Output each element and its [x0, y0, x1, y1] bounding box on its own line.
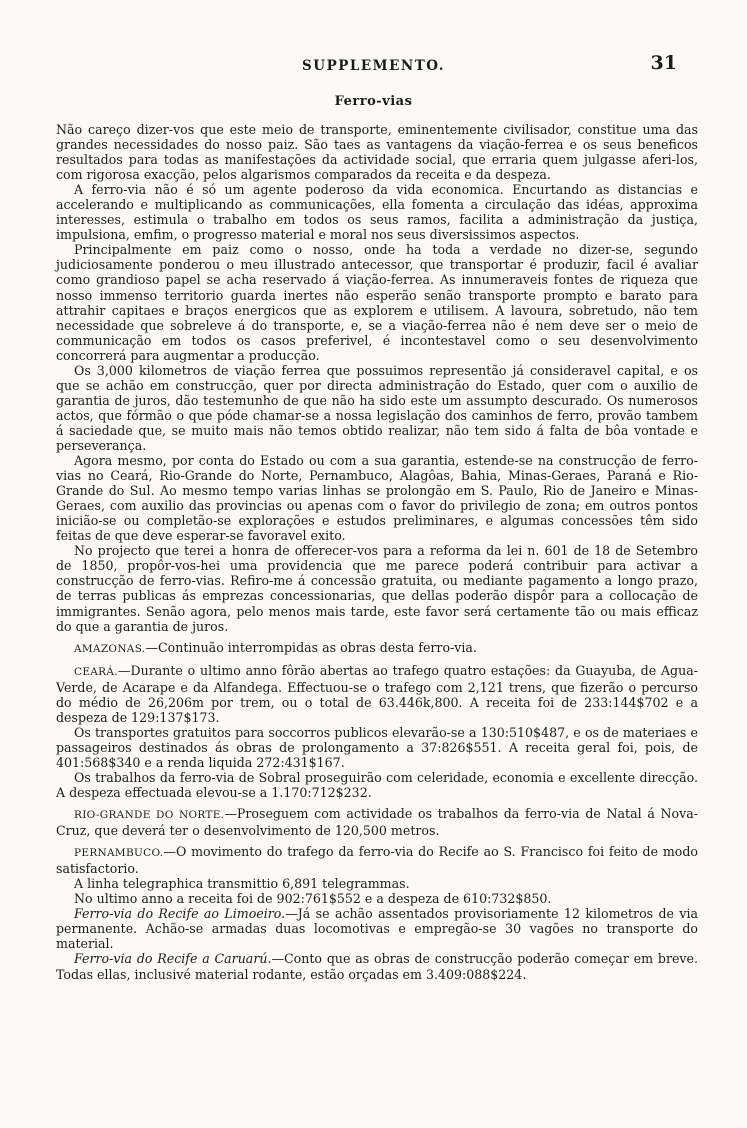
province-label: PERNAMBUCO.	[74, 847, 164, 860]
section-title: Ferro-vias	[334, 94, 413, 109]
paragraph: No ultimo anno a receita foi de 902:761$552 e a despeza de 610:732$850.	[74, 891, 552, 907]
paragraph: Não careço dizer-vos que este meio de transporte, eminentemente civilisador, constitue uma das grandes necessidades do nosso paiz. São taes as vantagens da viação-ferrea e os seus beneficos resultados para todas as manifestações da actividade social, que erraria quem julgasse aferi-los, com rigorosa exacção, pelos algarismos comparados da receita e da despeza.	[56, 122, 698, 183]
limoeiro-paragraph	[56, 906, 698, 951]
province-text: —Continuão interrompidas as obras desta ferro-via.	[145, 639, 477, 655]
rio-grande-paragraph	[56, 806, 698, 838]
province-label: RIO-GRANDE DO NORTE.	[74, 809, 225, 822]
subsection-label: Ferro-via do Recife ao Limoeiro.	[74, 906, 286, 922]
pernambuco-paragraph	[56, 844, 698, 876]
province-label: CEARÁ.	[74, 665, 118, 678]
running-head: SUPPLEMENTO.	[302, 58, 445, 74]
paragraph: Agora mesmo, por conta do Estado ou com a sua garantia, estende-se na construcção de ferro-vias no Ceará, Rio-Grande do Norte, Pernambuco, Alagôas, Bahia, Minas-Geraes, Paraná e Rio-Grande do Sul. Ao mesmo tempo varias linhas se prolongão em S. Paulo, Rio de Janeiro e Minas-Geraes, com auxilio das provincias ou apenas com o favor do privilegio de zona; em outros pontos inicião-se ou completão-se explorações e estudos preliminares, e algumas concessões têm sido feitas de que deve esperar-se favoravel exito.	[56, 453, 698, 544]
subsection-text: —Conto que as obras de construcção poderão começar em breve. Todas ellas, inclusivé material rodante, estão orçadas em 3.409:088$224.	[56, 951, 698, 982]
province-text: —Durante o ultimo anno fôrão abertas ao trafego quatro estações: da Guayuba, de Agua-Verde, de Acarape e da Alfandega. Effectuou-se o trafego com 2,121 trens, que fizerão o percurso do médio de 26,206m por trem, ou o total de 63.446k,800. A receita foi de 233:144$702 e a despeza de 129:137$173.	[56, 662, 698, 725]
paragraph: A ferro-via não é só um agente poderoso da vida economica. Encurtando as distancias e accelerando e multiplicando as communicações, ella fomenta a circulação das idéas, approxima interesses, estimula o trabalho em todos os seus ramos, facilita a administração da justiça, impulsiona, emfim, o progresso material e moral nos seus diversissimos aspectos.	[56, 182, 698, 243]
paragraph: Os transportes gratuitos para soccorros publicos elevarão-se a 130:510$487, e os de materiaes e passageiros destinados ás obras de prolongamento a 37:826$551. A receita geral foi, pois, de 401:568$340 e a renda liquida 272:431$167.	[56, 724, 698, 770]
province-text: —Proseguem com actividade os trabalhos da ferro-via de Natal á Nova-Cruz, que deverá ter o desenvolvimento de 120,500 metros.	[56, 806, 698, 839]
paragraph: Principalmente em paiz como o nosso, onde ha toda a verdade no dizer-se, segundo judiciosamente ponderou o meu illustrado antecessor, que transportar é produzir, facil é avaliar como grandioso papel se acha reservado á viação-ferrea. As innumeraveis fontes de riqueza que nosso immenso territorio guarda inertes não esperão senão transporte prompto e barato para attrahir capitaes e braços energicos que as explorem e utilisem. A lavoura, sobretudo, não tem necessidade que sobreleve á do transporte, e, se a viação-ferrea não é nem deve ser o meio de communicação em todos os casos preferivel, é incontestavel como o seu desenvolvimento concorrerá para augmentar a producção.	[56, 242, 698, 363]
ceara-paragraph	[56, 663, 698, 725]
paragraph: A linha telegraphica transmittio 6,891 telegrammas.	[74, 876, 410, 892]
province-text: —O movimento do trafego da ferro-via do Recife ao S. Francisco foi feito de modo satisfactorio.	[56, 844, 698, 877]
paragraph: Os trabalhos da ferro-via de Sobral proseguirão com celeridade, economia e excellente direcção. A despeza effectuada elevou-se a 1.170:712$232.	[56, 769, 698, 801]
province-label: AMAZONAS.	[74, 642, 146, 655]
amazonas-paragraph	[56, 640, 698, 657]
paragraph: No projecto que terei a honra de offerecer-vos para a reforma da lei n. 601 de 18 de Setembro de 1850, propôr-vos-hei uma providencia que me parece poderá contribuir para activar a construcção de ferro-vias. Refiro-me á concessão gratuita, ou mediante pagamento a longo prazo, de terras publicas ás emprezas concessionarias, que dellas poderão dispôr para a collocação de immigrantes. Senão agora, pelo menos mais tarde, este favor será certamente tão ou mais efficaz do que a garantia de juros.	[56, 543, 698, 634]
body-text	[56, 122, 698, 982]
paragraph: Os 3,000 kilometros de viação ferrea que possuimos representão já consideravel capital, e os que se achão em construcção, quer por directa administração do Estado, quer com o auxilio de garantia de juros, dão testemunho de que não ha sido este um assumpto descurado. Os numerosos actos, que fórmão o que póde chamar-se a nossa legislação dos caminhos de ferro, provão tambem á saciedade que, se muito mais não temos obtido realizar, não tem sido á falta de bôa vontade e perseverança.	[56, 362, 698, 453]
page-number: 31	[650, 52, 677, 74]
caruaru-paragraph	[56, 951, 698, 981]
subsection-text: —Já se achão assentados provisoriamente 12 kilometros de via permanente. Achão-se armadas duas locomotivas e empregão-se 30 vagões no transporte do material.	[56, 906, 699, 952]
subsection-label: Ferro-via do Recife a Caruarú.	[74, 951, 272, 967]
